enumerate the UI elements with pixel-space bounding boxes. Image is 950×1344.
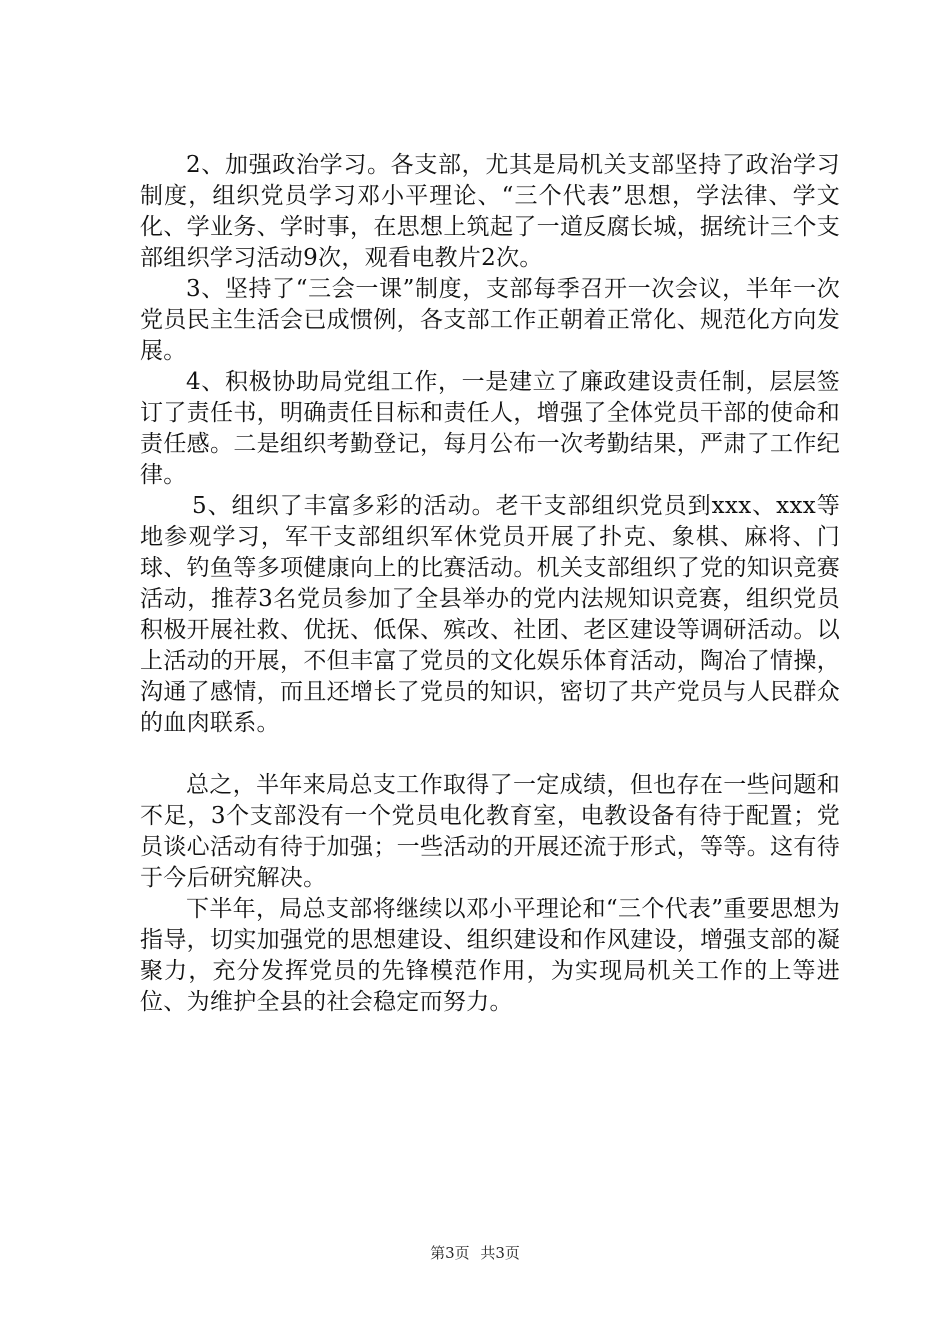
paragraph-assist-party-group: 4、积极协助局党组工作，一是建立了廉政建设责任制，层层签订了责任书，明确责任目标和责任人，增强了全体党员干部的使命和责任感。二是组织考勤登记，每月公布一次考勤结果，严肃了工作纪律。 bbox=[140, 369, 840, 488]
paragraph-activities: 5、组织了丰富多彩的活动。老干支部组织党员到xxx、xxx等地参观学习，军干支部组织军休党员开展了扑克、象棋、麻将、门球、钓鱼等多项健康向上的比赛活动。机关支部组织了党的知识竞赛活动，推荐3名党员参加了全县举办的党内法规知识竞赛，组织党员积极开展社救、优抚、低保、殡改、社团、老区建设等调研活动。以上活动的开展，不但丰富了党员的文化娱乐体育活动，陶冶了情操，沟通了感情，而且还增长了党员的知识，密切了共产党员与人民群众的血肉联系。 bbox=[140, 493, 840, 736]
paragraph-three-meetings: 3、坚持了“三会一课”制度，支部每季召开一次会议，半年一次党员民主生活会已成惯例，各支部工作正朝着正常化、规范化方向发展。 bbox=[140, 276, 840, 364]
page-number-total: 共3页 bbox=[480, 1244, 520, 1262]
paragraph-political-study: 2、加强政治学习。各支部，尤其是局机关支部坚持了政治学习制度，组织党员学习邓小平理论、“三个代表”思想，学法律、学文化、学业务、学时事，在思想上筑起了一道反腐长城，据统计三个支部组织学习活动9次，观看电教片2次。 bbox=[140, 152, 840, 271]
paragraph-next-half-year: 下半年，局总支部将继续以邓小平理论和“三个代表”重要思想为指导，切实加强党的思想建设、组织建设和作风建设，增强支部的凝聚力，充分发挥党员的先锋模范作用，为实现局机关工作的上等进位、为维护全县的社会稳定而努力。 bbox=[140, 896, 840, 1015]
page-number-current: 第3页 bbox=[430, 1244, 470, 1262]
page-footer bbox=[0, 1243, 950, 1263]
paragraph-summary: 总之，半年来局总支工作取得了一定成绩，但也存在一些问题和不足，3个支部没有一个党员电化教育室，电教设备有待于配置；党员谈心活动有待于加强；一些活动的开展还流于形式，等等。这有待于今后研究解决。 bbox=[140, 772, 840, 891]
document-body bbox=[140, 150, 840, 1018]
